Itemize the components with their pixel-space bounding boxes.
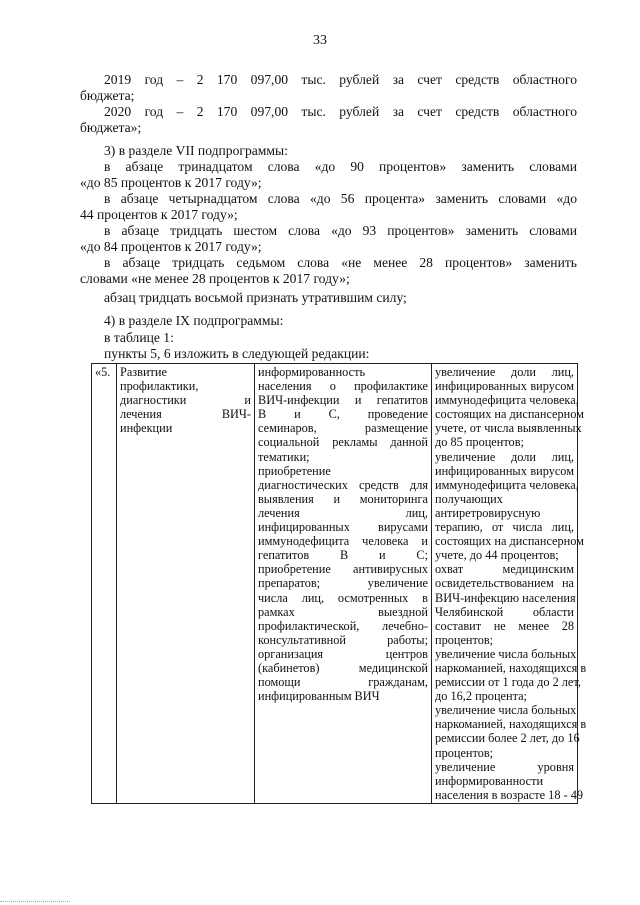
paragraph [92,330,577,346]
paragraph [80,72,577,104]
paragraph [80,255,577,287]
result-line: состоящих на диспансерном [435,534,584,549]
measures-table [91,363,587,804]
program-name-cell [117,364,255,804]
measure-line: консультативной работы; [258,632,428,647]
text-line: «до 85 процентов к 2017 году»; [80,175,262,190]
result-line: увеличение доли лиц, [435,365,574,379]
result-line: получающих [435,491,503,506]
result-line: до 85 процентов; [435,435,524,450]
results-cell [432,364,587,804]
result-line: увеличение доли лиц, [435,449,574,464]
paragraph [92,143,577,159]
result-line: наркоманией, находящихся в [435,660,587,675]
result-line: увеличение числа больных [435,703,577,718]
paragraph [80,191,577,223]
result-line: инфицированных вирусом [435,379,574,394]
program-name-line: диагностики и [120,393,251,408]
result-line: иммунодефицита человека, [435,477,579,492]
text-line: 2020 год – 2 170 097,00 тыс. рублей за счет средств областного [104,104,577,119]
text-line: пункты 5, 6 изложить в следующей редакции: [104,346,370,361]
text-line: абзац тридцать восьмой признать утратившим силу; [104,290,407,305]
program-name-line: лечения ВИЧ- [120,407,251,422]
text-line: в абзаце тридцать седьмом слова «не менее 28 процентов» заменить [104,255,577,270]
table-row [92,364,578,804]
result-line: охват медицинским [435,562,574,577]
measure-line: профилактической, лечебно- [258,618,428,633]
text-line: «до 84 процентов к 2017 году»; [80,239,262,254]
text-line: в абзаце тридцать шестом слова «до 93 процентов» заменить словами [104,223,577,238]
measure-line: населения о профилактике [258,379,428,394]
item-number-cell [92,364,117,804]
text-line: 3) в разделе VII подпрограммы: [104,143,288,158]
text-line: 44 процентов к 2017 году»; [80,207,238,222]
result-line: Челябинской области [435,604,574,619]
result-line: наркоманией, находящихся в [435,717,587,732]
result-line: составит не менее 28 [435,618,574,633]
text-line: словами «не менее 28 процентов к 2017 году»; [80,271,350,286]
measure-line: препаратов; увеличение [258,576,428,591]
item-number: «5. [95,365,111,379]
paragraph [80,223,577,255]
text-line: 4) в разделе IX подпрограммы: [104,313,284,328]
measure-line: рамках выездной [258,604,428,619]
measure-line: гепатитов В и С; [258,548,428,563]
measure-line: выявления и мониторинга [258,491,428,506]
result-line: антиретровирусную [435,505,541,520]
measure-line: помощи гражданам, [258,675,428,690]
result-line: иммунодефицита человека, [435,393,579,408]
result-line: населения в возрасте 18 - 49 [435,787,584,802]
program-name-line: Развитие [120,365,167,379]
measure-line: лечения лиц, [258,505,428,520]
result-line: учете, до 44 процентов; [435,548,559,563]
result-line: терапию, от числа лиц, [435,520,574,535]
measure-line: ВИЧ-инфекции и гепатитов [258,393,428,408]
result-line: ремиссии более 2 лет, до 16 [435,731,580,746]
measure-line: приобретение [258,463,331,478]
program-name-line: профилактики, [120,379,199,394]
measures-cell [255,364,432,804]
measure-line: тематики; [258,449,310,464]
measure-line: В и С, проведение [258,407,428,422]
scan-edge-mark [0,901,70,902]
paragraph [92,290,577,306]
result-line: освидетельствованием на [435,576,574,591]
result-line: процентов; [435,632,494,647]
measure-line: диагностических средств для [258,477,428,492]
paragraph [92,313,577,329]
result-line: увеличение уровня [435,759,574,774]
result-line: информированности [435,773,544,788]
text-line: в таблице 1: [104,330,174,345]
program-name-line: инфекции [120,421,173,436]
result-line: процентов; [435,745,494,760]
measure-line: информированность [258,365,366,379]
result-line: учете, от числа выявленных [435,421,582,436]
measure-line: семинаров, размещение [258,421,428,436]
measure-line: числа лиц, осмотренных в [258,590,428,605]
measure-line: приобретение антивирусных [258,562,428,577]
paragraph [92,346,577,362]
paragraph [80,159,577,191]
result-line: ВИЧ-инфекцию населения [435,590,576,605]
result-line: состоящих на диспансерном [435,407,584,422]
text-line: бюджета; [80,88,135,103]
text-line: в абзаце тринадцатом слова «до 90 процентов» заменить словами [104,159,577,174]
measure-line: инфицированным ВИЧ [258,689,380,704]
paragraph [80,104,577,136]
measure-line: иммунодефицита человека и [258,534,428,549]
measure-line: (кабинетов) медицинской [258,660,428,675]
result-line: увеличение числа больных [435,646,577,661]
result-line: ремиссии от 1 года до 2 лет, [435,675,581,690]
text-line: 2019 год – 2 170 097,00 тыс. рублей за счет средств областного [104,72,577,87]
measure-line: социальной рекламы данной [258,435,428,450]
result-line: до 16,2 процента; [435,689,527,704]
text-line: в абзаце четырнадцатом слова «до 56 процента» заменить словами «до [104,191,577,206]
result-line: инфицированных вирусом [435,463,574,478]
page-number: 33 [313,33,327,48]
measure-line: организация центров [258,646,428,661]
measure-line: инфицированных вирусами [258,520,428,535]
text-line: бюджета»; [80,120,142,135]
